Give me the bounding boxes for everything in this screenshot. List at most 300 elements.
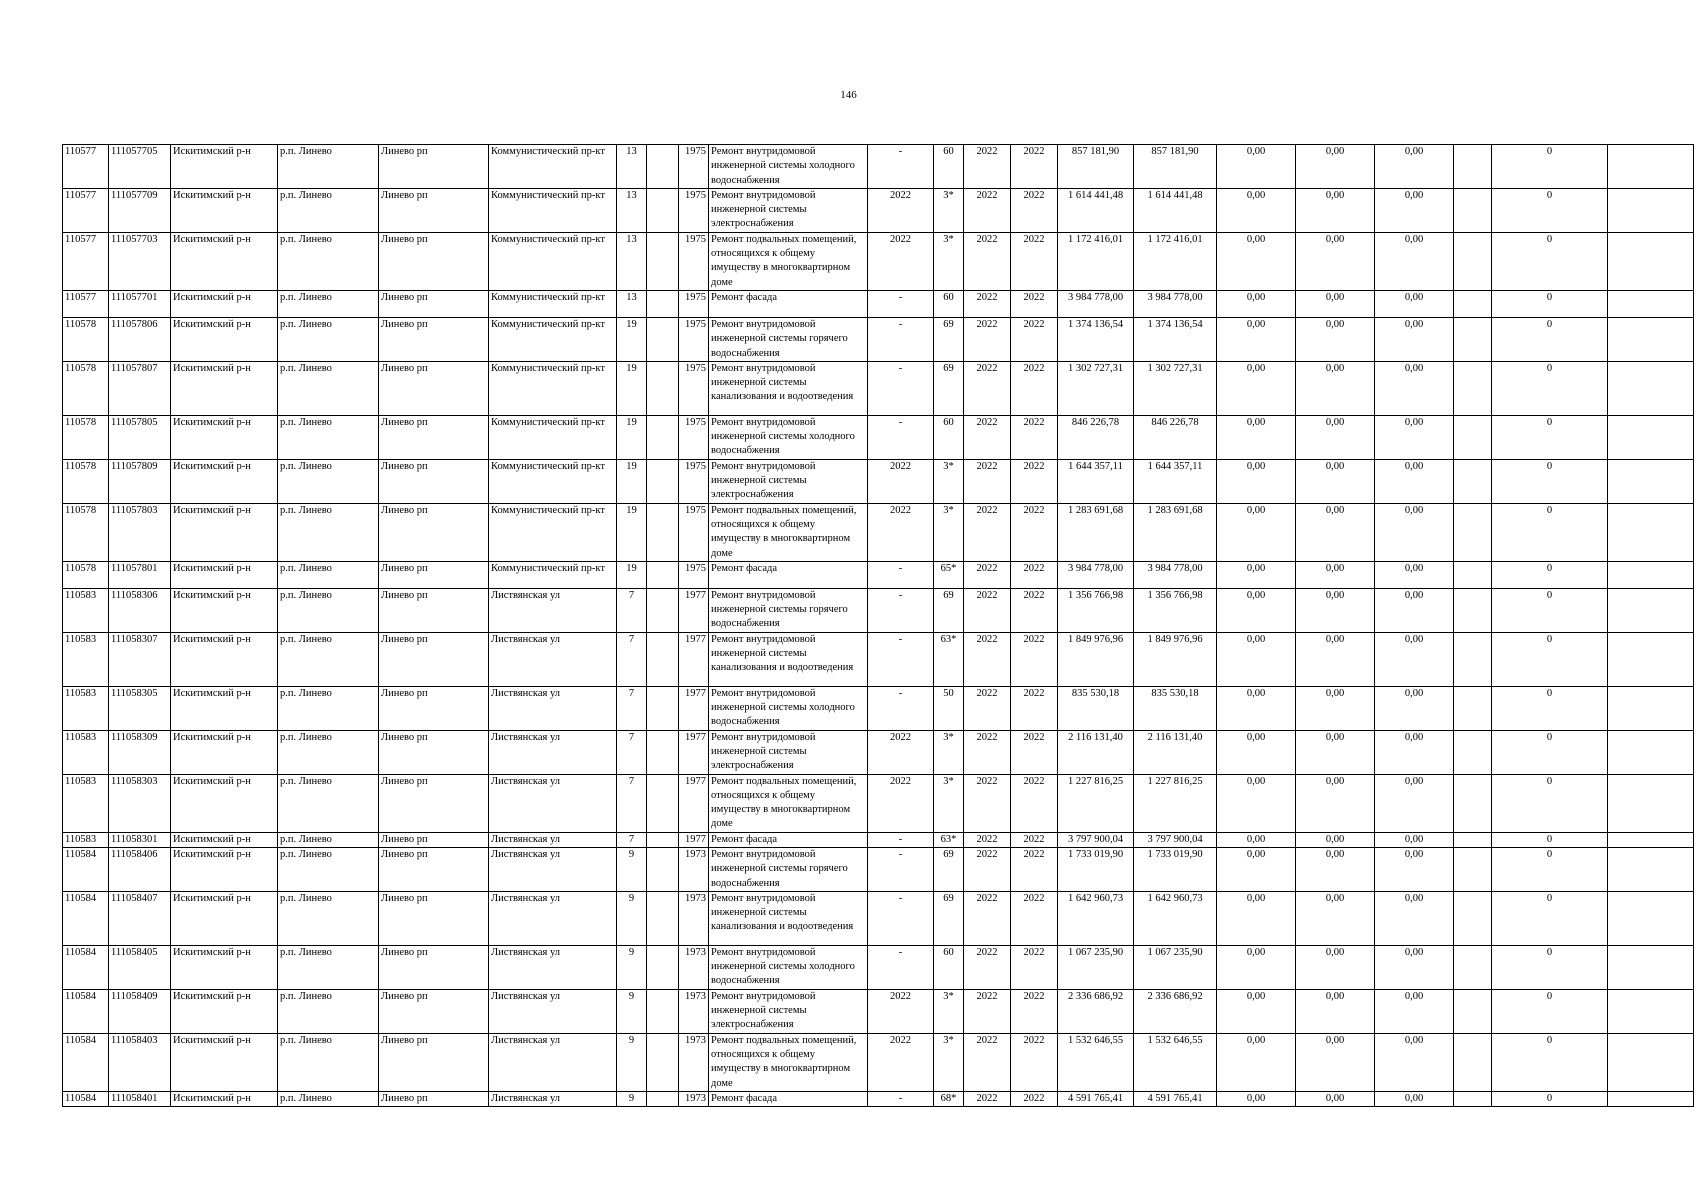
col-zero-cell: 0	[1492, 891, 1608, 945]
locality-cell: Линево рп	[379, 415, 489, 459]
wear-percent-cell: 63*	[934, 632, 964, 686]
locality-cell: Линево рп	[379, 361, 489, 415]
work-code-cell: 111058307	[109, 632, 171, 686]
col-year-cell: 2022	[868, 774, 934, 832]
building-cell	[647, 730, 679, 774]
col-blank-cell	[1454, 188, 1492, 232]
building-cell	[647, 503, 679, 561]
building-cell	[647, 459, 679, 503]
street-cell: Листвянская ул	[489, 847, 617, 891]
plan-year-end-cell: 2022	[1011, 774, 1058, 832]
district-cell: Искитимский р-н	[171, 774, 278, 832]
building-cell	[647, 989, 679, 1033]
table-row	[63, 989, 1694, 1033]
budget-cost-3-cell: 0,00	[1375, 317, 1454, 361]
house-number-cell: 19	[617, 415, 647, 459]
total-cost-cell: 4 591 765,41	[1058, 1091, 1134, 1106]
fund-cost-cell: 2 336 686,92	[1134, 989, 1217, 1033]
col-last-cell	[1608, 774, 1694, 832]
total-cost-cell: 1 374 136,54	[1058, 317, 1134, 361]
budget-cost-2-cell: 0,00	[1296, 686, 1375, 730]
work-code-cell: 111058403	[109, 1033, 171, 1091]
col-last-cell	[1608, 891, 1694, 945]
locality-cell: Линево рп	[379, 503, 489, 561]
district-cell: Искитимский р-н	[171, 730, 278, 774]
work-code-cell: 111057809	[109, 459, 171, 503]
col-year-cell: -	[868, 1091, 934, 1106]
total-cost-cell: 1 532 646,55	[1058, 1033, 1134, 1091]
col-last-cell	[1608, 588, 1694, 632]
house-number-cell: 19	[617, 561, 647, 588]
mkd-code-cell: 110583	[63, 730, 109, 774]
wear-percent-cell: 69	[934, 588, 964, 632]
col-year-cell: -	[868, 588, 934, 632]
col-year-cell: -	[868, 891, 934, 945]
district-cell: Искитимский р-н	[171, 232, 278, 290]
fund-cost-cell: 1 532 646,55	[1134, 1033, 1217, 1091]
budget-cost-1-cell: 0,00	[1217, 317, 1296, 361]
budget-cost-1-cell: 0,00	[1217, 945, 1296, 989]
fund-cost-cell: 1 302 727,31	[1134, 361, 1217, 415]
settlement-cell: р.п. Линево	[278, 232, 379, 290]
house-number-cell: 7	[617, 730, 647, 774]
street-cell: Коммунистический пр-кт	[489, 317, 617, 361]
mkd-code-cell: 110578	[63, 317, 109, 361]
house-number-cell: 9	[617, 1033, 647, 1091]
work-type-cell: Ремонт внутридомовой инженерной системы электроснабжения	[709, 188, 868, 232]
district-cell: Искитимский р-н	[171, 989, 278, 1033]
building-cell	[647, 361, 679, 415]
plan-year-end-cell: 2022	[1011, 588, 1058, 632]
build-year-cell: 1975	[679, 317, 709, 361]
fund-cost-cell: 3 984 778,00	[1134, 561, 1217, 588]
fund-cost-cell: 1 733 019,90	[1134, 847, 1217, 891]
budget-cost-1-cell: 0,00	[1217, 686, 1296, 730]
plan-year-start-cell: 2022	[964, 891, 1011, 945]
street-cell: Коммунистический пр-кт	[489, 145, 617, 189]
district-cell: Искитимский р-н	[171, 945, 278, 989]
total-cost-cell: 1 172 416,01	[1058, 232, 1134, 290]
locality-cell: Линево рп	[379, 774, 489, 832]
budget-cost-2-cell: 0,00	[1296, 891, 1375, 945]
wear-percent-cell: 3*	[934, 1033, 964, 1091]
col-blank-cell	[1454, 145, 1492, 189]
col-blank-cell	[1454, 847, 1492, 891]
plan-year-start-cell: 2022	[964, 561, 1011, 588]
budget-cost-2-cell: 0,00	[1296, 1091, 1375, 1106]
locality-cell: Линево рп	[379, 188, 489, 232]
col-zero-cell: 0	[1492, 503, 1608, 561]
work-type-cell: Ремонт внутридомовой инженерной системы холодного водоснабжения	[709, 145, 868, 189]
locality-cell: Линево рп	[379, 632, 489, 686]
col-last-cell	[1608, 832, 1694, 847]
work-type-cell: Ремонт внутридомовой инженерной системы канализования и водоотведения	[709, 361, 868, 415]
table-row	[63, 415, 1694, 459]
col-blank-cell	[1454, 989, 1492, 1033]
wear-percent-cell: 69	[934, 891, 964, 945]
district-cell: Искитимский р-н	[171, 632, 278, 686]
plan-year-start-cell: 2022	[964, 832, 1011, 847]
build-year-cell: 1975	[679, 145, 709, 189]
col-last-cell	[1608, 361, 1694, 415]
budget-cost-1-cell: 0,00	[1217, 232, 1296, 290]
fund-cost-cell: 1 067 235,90	[1134, 945, 1217, 989]
house-number-cell: 13	[617, 145, 647, 189]
col-last-cell	[1608, 945, 1694, 989]
budget-cost-1-cell: 0,00	[1217, 832, 1296, 847]
budget-cost-3-cell: 0,00	[1375, 730, 1454, 774]
house-number-cell: 19	[617, 503, 647, 561]
fund-cost-cell: 1 849 976,96	[1134, 632, 1217, 686]
building-cell	[647, 232, 679, 290]
budget-cost-1-cell: 0,00	[1217, 145, 1296, 189]
col-zero-cell: 0	[1492, 317, 1608, 361]
build-year-cell: 1973	[679, 1033, 709, 1091]
table-row	[63, 686, 1694, 730]
col-last-cell	[1608, 145, 1694, 189]
work-type-cell: Ремонт фасада	[709, 1091, 868, 1106]
plan-year-end-cell: 2022	[1011, 317, 1058, 361]
table-row	[63, 730, 1694, 774]
building-cell	[647, 317, 679, 361]
wear-percent-cell: 60	[934, 145, 964, 189]
build-year-cell: 1975	[679, 459, 709, 503]
col-last-cell	[1608, 847, 1694, 891]
col-last-cell	[1608, 459, 1694, 503]
settlement-cell: р.п. Линево	[278, 847, 379, 891]
street-cell: Листвянская ул	[489, 891, 617, 945]
col-blank-cell	[1454, 832, 1492, 847]
mkd-code-cell: 110583	[63, 774, 109, 832]
mkd-code-cell: 110578	[63, 503, 109, 561]
page-number: 146	[840, 89, 857, 101]
wear-percent-cell: 50	[934, 686, 964, 730]
wear-percent-cell: 3*	[934, 503, 964, 561]
col-year-cell: 2022	[868, 989, 934, 1033]
col-zero-cell: 0	[1492, 1033, 1608, 1091]
col-blank-cell	[1454, 459, 1492, 503]
fund-cost-cell: 1 227 816,25	[1134, 774, 1217, 832]
col-year-cell: -	[868, 317, 934, 361]
budget-cost-2-cell: 0,00	[1296, 459, 1375, 503]
plan-year-end-cell: 2022	[1011, 945, 1058, 989]
plan-year-end-cell: 2022	[1011, 989, 1058, 1033]
district-cell: Искитимский р-н	[171, 361, 278, 415]
work-type-cell: Ремонт подвальных помещений, относящихся к общему имуществу в многоквартирном доме	[709, 1033, 868, 1091]
street-cell: Коммунистический пр-кт	[489, 232, 617, 290]
build-year-cell: 1973	[679, 945, 709, 989]
fund-cost-cell: 1 283 691,68	[1134, 503, 1217, 561]
col-year-cell: 2022	[868, 459, 934, 503]
total-cost-cell: 1 644 357,11	[1058, 459, 1134, 503]
settlement-cell: р.п. Линево	[278, 145, 379, 189]
budget-cost-3-cell: 0,00	[1375, 774, 1454, 832]
building-cell	[647, 145, 679, 189]
settlement-cell: р.п. Линево	[278, 588, 379, 632]
plan-year-end-cell: 2022	[1011, 361, 1058, 415]
mkd-code-cell: 110583	[63, 686, 109, 730]
build-year-cell: 1975	[679, 232, 709, 290]
street-cell: Листвянская ул	[489, 730, 617, 774]
locality-cell: Линево рп	[379, 317, 489, 361]
build-year-cell: 1975	[679, 361, 709, 415]
mkd-code-cell: 110584	[63, 1091, 109, 1106]
house-number-cell: 19	[617, 361, 647, 415]
plan-year-start-cell: 2022	[964, 188, 1011, 232]
build-year-cell: 1977	[679, 588, 709, 632]
building-cell	[647, 1033, 679, 1091]
col-year-cell: -	[868, 145, 934, 189]
settlement-cell: р.п. Линево	[278, 459, 379, 503]
wear-percent-cell: 3*	[934, 730, 964, 774]
work-code-cell: 111057701	[109, 290, 171, 317]
build-year-cell: 1973	[679, 891, 709, 945]
house-number-cell: 7	[617, 588, 647, 632]
fund-cost-cell: 846 226,78	[1134, 415, 1217, 459]
locality-cell: Линево рп	[379, 891, 489, 945]
budget-cost-3-cell: 0,00	[1375, 686, 1454, 730]
budget-cost-2-cell: 0,00	[1296, 1033, 1375, 1091]
col-zero-cell: 0	[1492, 686, 1608, 730]
plan-year-start-cell: 2022	[964, 588, 1011, 632]
work-code-cell: 111057801	[109, 561, 171, 588]
plan-year-start-cell: 2022	[964, 503, 1011, 561]
district-cell: Искитимский р-н	[171, 415, 278, 459]
build-year-cell: 1975	[679, 188, 709, 232]
col-blank-cell	[1454, 588, 1492, 632]
plan-year-end-cell: 2022	[1011, 730, 1058, 774]
settlement-cell: р.п. Линево	[278, 188, 379, 232]
work-type-cell: Ремонт внутридомовой инженерной системы холодного водоснабжения	[709, 415, 868, 459]
total-cost-cell: 846 226,78	[1058, 415, 1134, 459]
plan-year-start-cell: 2022	[964, 989, 1011, 1033]
budget-cost-1-cell: 0,00	[1217, 415, 1296, 459]
total-cost-cell: 1 642 960,73	[1058, 891, 1134, 945]
mkd-code-cell: 110578	[63, 361, 109, 415]
budget-cost-1-cell: 0,00	[1217, 290, 1296, 317]
budget-cost-1-cell: 0,00	[1217, 561, 1296, 588]
budget-cost-1-cell: 0,00	[1217, 1091, 1296, 1106]
total-cost-cell: 2 336 686,92	[1058, 989, 1134, 1033]
budget-cost-2-cell: 0,00	[1296, 188, 1375, 232]
settlement-cell: р.п. Линево	[278, 774, 379, 832]
wear-percent-cell: 63*	[934, 832, 964, 847]
budget-cost-3-cell: 0,00	[1375, 561, 1454, 588]
plan-year-start-cell: 2022	[964, 730, 1011, 774]
budget-cost-3-cell: 0,00	[1375, 290, 1454, 317]
budget-cost-2-cell: 0,00	[1296, 945, 1375, 989]
col-zero-cell: 0	[1492, 1091, 1608, 1106]
col-year-cell: -	[868, 945, 934, 989]
work-code-cell: 111058406	[109, 847, 171, 891]
build-year-cell: 1973	[679, 1091, 709, 1106]
house-number-cell: 9	[617, 1091, 647, 1106]
locality-cell: Линево рп	[379, 945, 489, 989]
work-code-cell: 111058303	[109, 774, 171, 832]
plan-year-start-cell: 2022	[964, 459, 1011, 503]
house-number-cell: 7	[617, 632, 647, 686]
district-cell: Искитимский р-н	[171, 588, 278, 632]
col-blank-cell	[1454, 632, 1492, 686]
budget-cost-1-cell: 0,00	[1217, 361, 1296, 415]
district-cell: Искитимский р-н	[171, 317, 278, 361]
budget-cost-1-cell: 0,00	[1217, 730, 1296, 774]
work-type-cell: Ремонт внутридомовой инженерной системы электроснабжения	[709, 989, 868, 1033]
mkd-code-cell: 110583	[63, 832, 109, 847]
locality-cell: Линево рп	[379, 686, 489, 730]
table-row	[63, 503, 1694, 561]
house-number-cell: 9	[617, 945, 647, 989]
col-blank-cell	[1454, 945, 1492, 989]
settlement-cell: р.п. Линево	[278, 503, 379, 561]
work-type-cell: Ремонт фасада	[709, 561, 868, 588]
plan-year-end-cell: 2022	[1011, 1033, 1058, 1091]
locality-cell: Линево рп	[379, 730, 489, 774]
locality-cell: Линево рп	[379, 588, 489, 632]
total-cost-cell: 3 984 778,00	[1058, 290, 1134, 317]
mkd-code-cell: 110584	[63, 945, 109, 989]
budget-cost-1-cell: 0,00	[1217, 632, 1296, 686]
build-year-cell: 1973	[679, 989, 709, 1033]
work-code-cell: 111058306	[109, 588, 171, 632]
fund-cost-cell: 1 374 136,54	[1134, 317, 1217, 361]
settlement-cell: р.п. Линево	[278, 945, 379, 989]
street-cell: Коммунистический пр-кт	[489, 561, 617, 588]
col-year-cell: -	[868, 561, 934, 588]
budget-cost-2-cell: 0,00	[1296, 588, 1375, 632]
budget-cost-3-cell: 0,00	[1375, 232, 1454, 290]
fund-cost-cell: 3 984 778,00	[1134, 290, 1217, 317]
budget-cost-1-cell: 0,00	[1217, 891, 1296, 945]
wear-percent-cell: 60	[934, 290, 964, 317]
street-cell: Листвянская ул	[489, 588, 617, 632]
wear-percent-cell: 3*	[934, 188, 964, 232]
settlement-cell: р.п. Линево	[278, 290, 379, 317]
col-zero-cell: 0	[1492, 945, 1608, 989]
plan-year-end-cell: 2022	[1011, 1091, 1058, 1106]
col-blank-cell	[1454, 415, 1492, 459]
work-code-cell: 111058401	[109, 1091, 171, 1106]
budget-cost-1-cell: 0,00	[1217, 459, 1296, 503]
plan-year-start-cell: 2022	[964, 415, 1011, 459]
col-zero-cell: 0	[1492, 847, 1608, 891]
mkd-code-cell: 110584	[63, 847, 109, 891]
build-year-cell: 1973	[679, 847, 709, 891]
col-zero-cell: 0	[1492, 561, 1608, 588]
locality-cell: Линево рп	[379, 145, 489, 189]
budget-cost-1-cell: 0,00	[1217, 1033, 1296, 1091]
total-cost-cell: 1 302 727,31	[1058, 361, 1134, 415]
district-cell: Искитимский р-н	[171, 561, 278, 588]
budget-cost-2-cell: 0,00	[1296, 730, 1375, 774]
building-cell	[647, 632, 679, 686]
plan-year-end-cell: 2022	[1011, 832, 1058, 847]
build-year-cell: 1977	[679, 632, 709, 686]
locality-cell: Линево рп	[379, 989, 489, 1033]
table-row	[63, 847, 1694, 891]
table-row	[63, 232, 1694, 290]
settlement-cell: р.п. Линево	[278, 1091, 379, 1106]
budget-cost-3-cell: 0,00	[1375, 1091, 1454, 1106]
work-code-cell: 111057803	[109, 503, 171, 561]
mkd-code-cell: 110577	[63, 188, 109, 232]
house-number-cell: 7	[617, 686, 647, 730]
total-cost-cell: 1 733 019,90	[1058, 847, 1134, 891]
budget-cost-2-cell: 0,00	[1296, 989, 1375, 1033]
col-zero-cell: 0	[1492, 588, 1608, 632]
mkd-code-cell: 110578	[63, 561, 109, 588]
repair-register-table	[62, 144, 1694, 1107]
col-blank-cell	[1454, 891, 1492, 945]
work-code-cell: 111058407	[109, 891, 171, 945]
mkd-code-cell: 110578	[63, 415, 109, 459]
table-row	[63, 459, 1694, 503]
work-type-cell: Ремонт фасада	[709, 832, 868, 847]
fund-cost-cell: 1 356 766,98	[1134, 588, 1217, 632]
street-cell: Листвянская ул	[489, 989, 617, 1033]
col-last-cell	[1608, 1091, 1694, 1106]
mkd-code-cell: 110584	[63, 1033, 109, 1091]
work-type-cell: Ремонт подвальных помещений, относящихся к общему имуществу в многоквартирном доме	[709, 232, 868, 290]
col-blank-cell	[1454, 503, 1492, 561]
budget-cost-1-cell: 0,00	[1217, 774, 1296, 832]
budget-cost-2-cell: 0,00	[1296, 290, 1375, 317]
col-zero-cell: 0	[1492, 632, 1608, 686]
building-cell	[647, 891, 679, 945]
fund-cost-cell: 4 591 765,41	[1134, 1091, 1217, 1106]
work-code-cell: 111058305	[109, 686, 171, 730]
budget-cost-3-cell: 0,00	[1375, 503, 1454, 561]
total-cost-cell: 1 849 976,96	[1058, 632, 1134, 686]
col-last-cell	[1608, 317, 1694, 361]
mkd-code-cell: 110583	[63, 588, 109, 632]
col-blank-cell	[1454, 290, 1492, 317]
plan-year-end-cell: 2022	[1011, 188, 1058, 232]
col-blank-cell	[1454, 561, 1492, 588]
plan-year-start-cell: 2022	[964, 632, 1011, 686]
col-year-cell: 2022	[868, 188, 934, 232]
building-cell	[647, 290, 679, 317]
mkd-code-cell: 110584	[63, 989, 109, 1033]
wear-percent-cell: 3*	[934, 774, 964, 832]
street-cell: Листвянская ул	[489, 1091, 617, 1106]
house-number-cell: 19	[617, 317, 647, 361]
col-zero-cell: 0	[1492, 188, 1608, 232]
settlement-cell: р.п. Линево	[278, 361, 379, 415]
house-number-cell: 9	[617, 847, 647, 891]
plan-year-start-cell: 2022	[964, 774, 1011, 832]
settlement-cell: р.п. Линево	[278, 561, 379, 588]
plan-year-end-cell: 2022	[1011, 459, 1058, 503]
table-row	[63, 561, 1694, 588]
street-cell: Листвянская ул	[489, 832, 617, 847]
street-cell: Листвянская ул	[489, 945, 617, 989]
col-blank-cell	[1454, 317, 1492, 361]
plan-year-end-cell: 2022	[1011, 145, 1058, 189]
fund-cost-cell: 1 642 960,73	[1134, 891, 1217, 945]
table-row	[63, 1033, 1694, 1091]
plan-year-end-cell: 2022	[1011, 232, 1058, 290]
budget-cost-1-cell: 0,00	[1217, 989, 1296, 1033]
col-zero-cell: 0	[1492, 290, 1608, 317]
work-type-cell: Ремонт подвальных помещений, относящихся к общему имуществу в многоквартирном доме	[709, 503, 868, 561]
settlement-cell: р.п. Линево	[278, 632, 379, 686]
plan-year-start-cell: 2022	[964, 686, 1011, 730]
col-last-cell	[1608, 730, 1694, 774]
col-year-cell: -	[868, 632, 934, 686]
budget-cost-3-cell: 0,00	[1375, 188, 1454, 232]
fund-cost-cell: 857 181,90	[1134, 145, 1217, 189]
